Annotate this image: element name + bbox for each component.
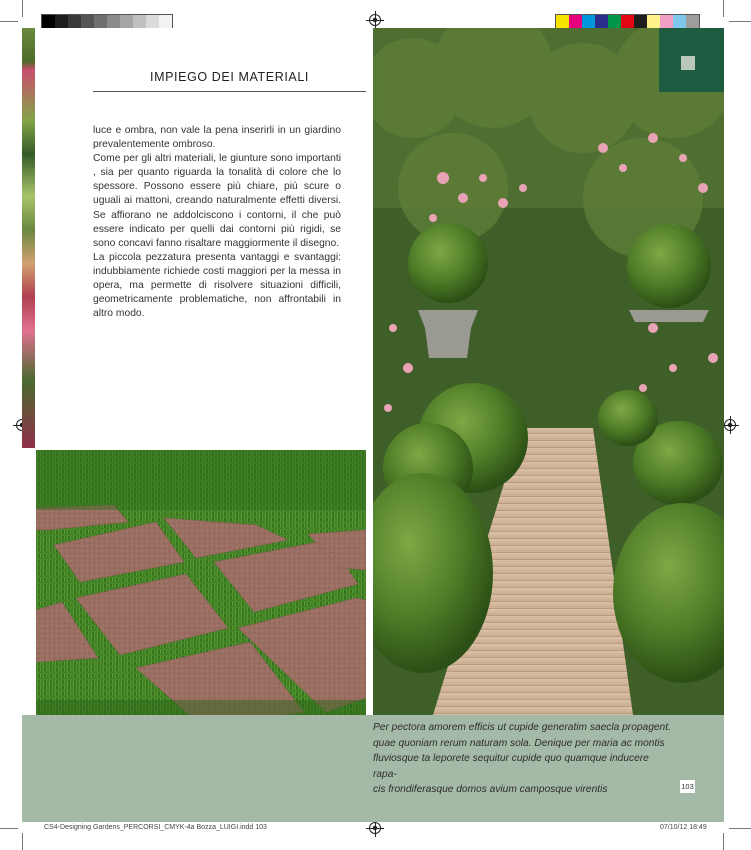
- calibration-swatch: [120, 15, 133, 29]
- calibration-swatch: [686, 15, 699, 29]
- crop-mark: [0, 828, 18, 829]
- calibration-swatch: [608, 15, 621, 29]
- slug-file-info: CS4-Designing Gardens_PERCORSI_CMYK-4a Bozza_LUIGI.indd 103: [44, 824, 267, 831]
- calibration-swatch: [647, 15, 660, 29]
- calibration-swatch: [569, 15, 582, 29]
- page-number: 103: [681, 782, 694, 791]
- chapter-tab-square-icon: [681, 56, 695, 70]
- crop-mark: [22, 833, 23, 850]
- section-title: IMPIEGO DEI MATERIALI: [150, 70, 309, 84]
- calibration-swatch: [582, 15, 595, 29]
- caption-line: cis frondiferasque domos avium camposque virentis: [373, 784, 608, 795]
- crop-mark: [723, 833, 724, 850]
- calibration-swatch: [660, 15, 673, 29]
- garden-path-photo: [373, 28, 724, 715]
- calibration-swatch: [55, 15, 68, 29]
- calibration-swatch: [68, 15, 81, 29]
- calibration-swatch: [133, 15, 146, 29]
- calibration-swatch: [107, 15, 120, 29]
- crop-mark: [0, 21, 18, 22]
- body-paragraph: Come per gli altri materiali, le giunture sono importanti , sia per quanto riguarda la tonalità di colore che lo spessore. Possono essere più chiare, più scure o uguali ai mattoni, creando naturalmente effetti diversi. Se affiorano ne addolciscono i contorni, il che può essere indicato per quelli dai contorni più rigidi, se sono concavi fanno risaltare maggiormente il disegno.: [93, 153, 341, 249]
- body-paragraph: luce e ombra, non vale la pena inserirli in un giardino prevalentemente ombroso.: [93, 125, 341, 151]
- calibration-swatch: [595, 15, 608, 29]
- crop-mark: [729, 828, 751, 829]
- registration-mark-icon: [369, 822, 381, 834]
- calibration-swatch: [42, 15, 55, 29]
- slug-date-time: 07/10/12 18:49: [660, 824, 707, 831]
- title-rule: [93, 91, 366, 92]
- body-paragraph: La piccola pezzatura presenta vantaggi e svantaggi: indubbiamente richiede costi maggiori per la messa in opera, ma permette di risolvere situazioni difficili, geometricamente problematiche, non affrontabili in altro modo.: [93, 251, 341, 320]
- crop-mark: [729, 21, 751, 22]
- adjacent-page-photo-strip: [22, 28, 35, 448]
- registration-mark-icon: [724, 419, 736, 431]
- calibration-swatch: [94, 15, 107, 29]
- garden-path-illustration: [373, 28, 724, 715]
- crop-mark: [22, 0, 23, 17]
- calibration-swatch: [81, 15, 94, 29]
- caption-line: Per pectora amorem efficis ut cupide generatim saecla propagent.: [373, 722, 671, 733]
- photo-caption: [373, 720, 673, 798]
- calibration-swatch: [556, 15, 569, 29]
- registration-mark-icon: [369, 14, 381, 26]
- calibration-swatch: [159, 15, 172, 29]
- caption-line: quae quoniam rerum naturam sola. Denique per maria ac montis: [373, 737, 665, 749]
- calibration-swatch: [634, 15, 647, 29]
- crop-mark: [723, 0, 724, 17]
- calibration-swatch: [621, 15, 634, 29]
- calibration-swatch: [673, 15, 686, 29]
- body-text: [93, 124, 341, 321]
- caption-line: fluviosque ta leporete sequitur cupide quo quamque inducere rapa-: [373, 753, 649, 780]
- calibration-swatch: [146, 15, 159, 29]
